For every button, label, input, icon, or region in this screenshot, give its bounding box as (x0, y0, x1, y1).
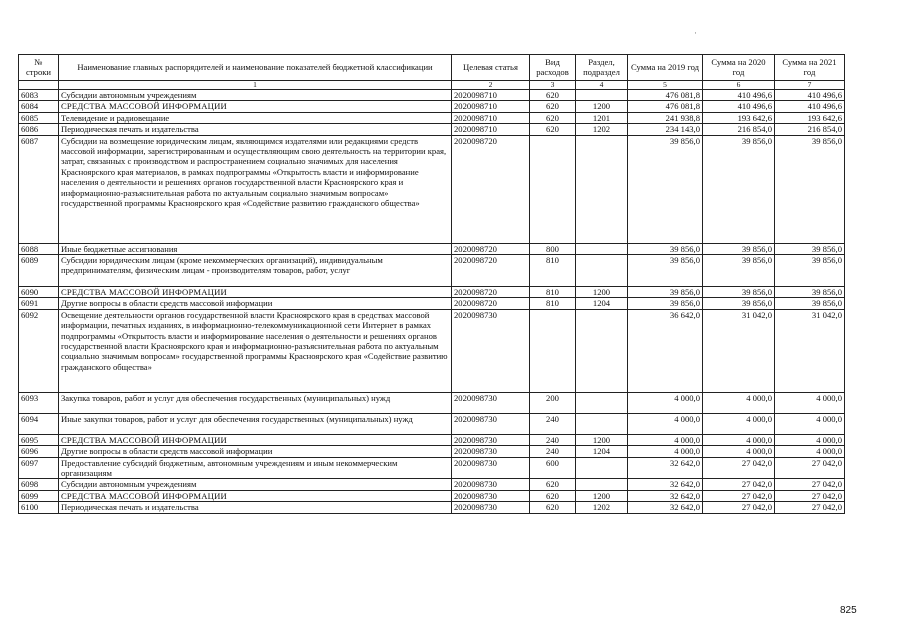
row-number-cell: 6094 (19, 413, 59, 434)
name-cell: Периодическая печать и издательства (59, 502, 452, 513)
target-article-cell: 2020098730 (452, 434, 530, 445)
row-number-cell: 6093 (19, 392, 59, 413)
table-row (19, 243, 845, 254)
sum-2019-cell: 4 000,0 (628, 446, 703, 457)
sum-2019-cell: 4 000,0 (628, 434, 703, 445)
sum-2021-cell: 27 042,0 (775, 479, 845, 490)
sum-2021-cell: 39 856,0 (775, 287, 845, 298)
column-index-1: 1 (59, 81, 452, 90)
name-cell: Субсидии автономным учреждениям (59, 479, 452, 490)
column-index-6: 6 (703, 81, 775, 90)
name-cell: Иные бюджетные ассигнования (59, 243, 452, 254)
table-row (19, 490, 845, 501)
target-article-cell: 2020098730 (452, 392, 530, 413)
sum-2019-cell: 39 856,0 (628, 255, 703, 287)
target-article-cell: 2020098730 (452, 490, 530, 501)
sum-2020-cell: 4 000,0 (703, 446, 775, 457)
row-number-cell: 6092 (19, 309, 59, 392)
name-cell: СРЕДСТВА МАССОВОЙ ИНФОРМАЦИИ (59, 287, 452, 298)
table-row (19, 413, 845, 434)
sum-2020-cell: 27 042,0 (703, 490, 775, 501)
table-row (19, 287, 845, 298)
sum-2019-cell: 4 000,0 (628, 413, 703, 434)
name-cell: Периодическая печать и издательства (59, 124, 452, 135)
expense-type-cell: 620 (530, 502, 576, 513)
table-row (19, 502, 845, 513)
sum-2019-cell: 32 642,0 (628, 502, 703, 513)
table-row (19, 112, 845, 123)
sum-2020-cell: 27 042,0 (703, 479, 775, 490)
name-cell: Телевидение и радиовещание (59, 112, 452, 123)
sum-2020-cell: 39 856,0 (703, 243, 775, 254)
sum-2019-cell: 234 143,0 (628, 124, 703, 135)
row-number-cell: 6100 (19, 502, 59, 513)
table-body (19, 90, 845, 514)
sum-2019-cell: 476 081,8 (628, 101, 703, 112)
sum-2021-cell: 193 642,6 (775, 112, 845, 123)
expense-type-cell: 600 (530, 457, 576, 479)
name-cell: СРЕДСТВА МАССОВОЙ ИНФОРМАЦИИ (59, 101, 452, 112)
section-cell (576, 413, 628, 434)
target-article-cell: 2020098710 (452, 101, 530, 112)
target-article-cell: 2020098710 (452, 124, 530, 135)
sum-2019-cell: 476 081,8 (628, 90, 703, 101)
sum-2021-cell: 4 000,0 (775, 413, 845, 434)
column-index-5: 5 (628, 81, 703, 90)
table-row (19, 101, 845, 112)
row-number-cell: 6095 (19, 434, 59, 445)
table-row (19, 392, 845, 413)
section-cell (576, 479, 628, 490)
expense-type-cell: 810 (530, 298, 576, 309)
section-cell: 1201 (576, 112, 628, 123)
table-row (19, 124, 845, 135)
target-article-cell: 2020098710 (452, 112, 530, 123)
section-cell (576, 90, 628, 101)
sum-2021-cell: 4 000,0 (775, 434, 845, 445)
sum-2020-cell: 410 496,6 (703, 101, 775, 112)
sum-2020-cell: 31 042,0 (703, 309, 775, 392)
header-target-article: Целевая статья (452, 55, 530, 81)
sum-2021-cell: 39 856,0 (775, 298, 845, 309)
section-cell: 1200 (576, 434, 628, 445)
sum-2019-cell: 32 642,0 (628, 490, 703, 501)
row-number-cell: 6098 (19, 479, 59, 490)
name-cell: Закупка товаров, работ и услуг для обеспечения государственных (муниципальных) нужд (59, 392, 452, 413)
page-number: 825 (840, 605, 857, 616)
target-article-cell: 2020098720 (452, 255, 530, 287)
table-row (19, 446, 845, 457)
target-article-cell: 2020098730 (452, 502, 530, 513)
section-cell: 1202 (576, 124, 628, 135)
sum-2020-cell: 39 856,0 (703, 298, 775, 309)
target-article-cell: 2020098720 (452, 243, 530, 254)
row-number-cell: 6099 (19, 490, 59, 501)
section-cell: 1200 (576, 490, 628, 501)
sum-2021-cell: 4 000,0 (775, 446, 845, 457)
section-cell (576, 255, 628, 287)
sum-2021-cell: 39 856,0 (775, 243, 845, 254)
table-row (19, 457, 845, 479)
row-number-cell: 6089 (19, 255, 59, 287)
name-cell: СРЕДСТВА МАССОВОЙ ИНФОРМАЦИИ (59, 490, 452, 501)
target-article-cell: 2020098720 (452, 135, 530, 243)
section-cell (576, 457, 628, 479)
sum-2019-cell: 241 938,8 (628, 112, 703, 123)
section-cell: 1204 (576, 298, 628, 309)
sum-2019-cell: 39 856,0 (628, 298, 703, 309)
table-row (19, 309, 845, 392)
expense-type-cell: 810 (530, 287, 576, 298)
table-row (19, 434, 845, 445)
name-cell: Субсидии автономным учреждениям (59, 90, 452, 101)
row-number-cell: 6088 (19, 243, 59, 254)
budget-table (18, 54, 845, 514)
row-number-cell: 6085 (19, 112, 59, 123)
target-article-cell: 2020098730 (452, 457, 530, 479)
sum-2021-cell: 410 496,6 (775, 90, 845, 101)
header-sum-2021: Сумма на 2021 год (775, 55, 845, 81)
sum-2021-cell: 27 042,0 (775, 502, 845, 513)
row-number-cell: 6090 (19, 287, 59, 298)
section-cell: 1200 (576, 287, 628, 298)
expense-type-cell (530, 135, 576, 243)
sum-2021-cell: 27 042,0 (775, 457, 845, 479)
expense-type-cell: 240 (530, 446, 576, 457)
column-index-4: 4 (576, 81, 628, 90)
sum-2021-cell: 27 042,0 (775, 490, 845, 501)
expense-type-cell: 620 (530, 101, 576, 112)
expense-type-cell: 800 (530, 243, 576, 254)
sum-2020-cell: 27 042,0 (703, 502, 775, 513)
expense-type-cell: 620 (530, 112, 576, 123)
sum-2020-cell: 4 000,0 (703, 434, 775, 445)
name-cell: Субсидии юридическим лицам (кроме некоммерческих организаций), индивидуальным предпринимателям, физическим лицам - производителям товаров, работ, услуг (59, 255, 452, 287)
expense-type-cell: 620 (530, 490, 576, 501)
target-article-cell: 2020098720 (452, 287, 530, 298)
section-cell: 1202 (576, 502, 628, 513)
sum-2021-cell: 39 856,0 (775, 255, 845, 287)
target-article-cell: 2020098720 (452, 298, 530, 309)
expense-type-cell: 810 (530, 255, 576, 287)
header-name: Наименование главных распорядителей и наименование показателей бюджетной классификации (59, 55, 452, 81)
sum-2019-cell: 39 856,0 (628, 243, 703, 254)
sum-2021-cell: 410 496,6 (775, 101, 845, 112)
section-cell (576, 309, 628, 392)
expense-type-cell: 620 (530, 479, 576, 490)
column-index-7: 7 (775, 81, 845, 90)
target-article-cell: 2020098730 (452, 413, 530, 434)
sum-2020-cell: 193 642,6 (703, 112, 775, 123)
column-index-blank (19, 81, 59, 90)
name-cell: Другие вопросы в области средств массовой информации (59, 298, 452, 309)
row-number-cell: 6086 (19, 124, 59, 135)
row-number-cell: 6097 (19, 457, 59, 479)
sum-2021-cell: 4 000,0 (775, 392, 845, 413)
header-row-number: № строки (19, 55, 59, 81)
name-cell: Субсидии на возмещение юридическим лицам, являющимся издателями или редакциями средств массовой информации, зарегистрированным и осуществляющим свою деятельность на территории края, затрат, связанных с производством и распространением социально значимых для населения Красноярского края материалов, в рамках подпрограммы «Открытость власти и информирование населения о деятельности и решениях органов государственной власти Красноярского края и информационно-разъяснительная работа по актуальным социально значимым вопросам» государственной программы Красноярского края «Содействие развитию гражданского общества» (59, 135, 452, 243)
target-article-cell: 2020098730 (452, 479, 530, 490)
sum-2020-cell: 4 000,0 (703, 392, 775, 413)
target-article-cell: 2020098730 (452, 446, 530, 457)
scan-artifact-mark: · (694, 28, 697, 38)
table-row (19, 255, 845, 287)
sum-2019-cell: 4 000,0 (628, 392, 703, 413)
sum-2020-cell: 410 496,6 (703, 90, 775, 101)
sum-2019-cell: 32 642,0 (628, 479, 703, 490)
sum-2019-cell: 39 856,0 (628, 287, 703, 298)
header-sum-2020: Сумма на 2020 год (703, 55, 775, 81)
row-number-cell: 6084 (19, 101, 59, 112)
column-index-2: 2 (452, 81, 530, 90)
expense-type-cell: 200 (530, 392, 576, 413)
expense-type-cell: 620 (530, 90, 576, 101)
section-cell (576, 135, 628, 243)
sum-2021-cell: 31 042,0 (775, 309, 845, 392)
sum-2020-cell: 39 856,0 (703, 135, 775, 243)
sum-2020-cell: 39 856,0 (703, 287, 775, 298)
expense-type-cell: 620 (530, 124, 576, 135)
name-cell: Другие вопросы в области средств массовой информации (59, 446, 452, 457)
expense-type-cell (530, 309, 576, 392)
sum-2021-cell: 39 856,0 (775, 135, 845, 243)
target-article-cell: 2020098710 (452, 90, 530, 101)
row-number-cell: 6083 (19, 90, 59, 101)
sum-2020-cell: 4 000,0 (703, 413, 775, 434)
sum-2020-cell: 27 042,0 (703, 457, 775, 479)
sum-2021-cell: 216 854,0 (775, 124, 845, 135)
table-row (19, 135, 845, 243)
row-number-cell: 6096 (19, 446, 59, 457)
sum-2019-cell: 32 642,0 (628, 457, 703, 479)
row-number-cell: 6087 (19, 135, 59, 243)
header-sum-2019: Сумма на 2019 год (628, 55, 703, 81)
name-cell: Иные закупки товаров, работ и услуг для обеспечения государственных (муниципальных) нужд (59, 413, 452, 434)
sum-2019-cell: 36 642,0 (628, 309, 703, 392)
table-header-row (19, 55, 845, 81)
column-index-row (19, 81, 845, 90)
name-cell: Освещение деятельности органов государственной власти Красноярского края в средствах массовой информации, печатных изданиях, в информационно-телекоммуникационной сети Интернет в рамках подпрограммы «Открытость власти и информирование населения о деятельности и решениях органов государственной власти Красноярского края и информационно-разъяснительная работа по актуальным социально значимым вопросам» государственной программы Красноярского края «Содействие развитию гражданского общества» (59, 309, 452, 392)
name-cell: Предоставление субсидий бюджетным, автономным учреждениям и иным некоммерческим организациям (59, 457, 452, 479)
table-row (19, 479, 845, 490)
section-cell (576, 392, 628, 413)
expense-type-cell: 240 (530, 413, 576, 434)
target-article-cell: 2020098730 (452, 309, 530, 392)
header-expense-type: Вид расходов (530, 55, 576, 81)
row-number-cell: 6091 (19, 298, 59, 309)
sum-2019-cell: 39 856,0 (628, 135, 703, 243)
column-index-3: 3 (530, 81, 576, 90)
table-row (19, 298, 845, 309)
section-cell: 1200 (576, 101, 628, 112)
table-row (19, 90, 845, 101)
section-cell: 1204 (576, 446, 628, 457)
sum-2020-cell: 216 854,0 (703, 124, 775, 135)
header-section: Раздел, подраздел (576, 55, 628, 81)
expense-type-cell: 240 (530, 434, 576, 445)
section-cell (576, 243, 628, 254)
name-cell: СРЕДСТВА МАССОВОЙ ИНФОРМАЦИИ (59, 434, 452, 445)
sum-2020-cell: 39 856,0 (703, 255, 775, 287)
